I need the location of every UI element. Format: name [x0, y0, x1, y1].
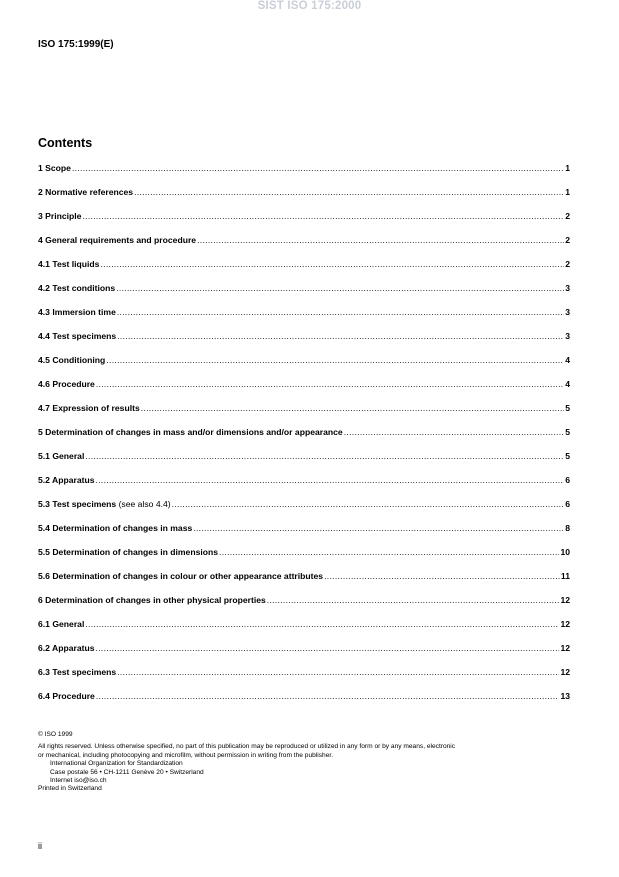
toc-dot-leader: [85, 451, 564, 461]
toc-entry-page: 3: [565, 307, 570, 317]
toc-entry[interactable]: [38, 619, 570, 643]
toc-entry-page: 6: [565, 475, 570, 485]
toc-entry-page: 5: [565, 403, 570, 413]
toc-entry[interactable]: [38, 259, 570, 283]
toc-dot-leader: [85, 619, 559, 629]
toc-entry-page: 10: [560, 547, 570, 557]
toc-dot-leader: [82, 211, 564, 221]
toc-entry-title: 4.5 Conditioning: [38, 355, 106, 365]
toc-entry-page: 8: [565, 523, 570, 533]
document-id: ISO 175:1999(E): [38, 39, 114, 50]
toc-dot-leader: [324, 571, 560, 581]
toc-entry-page: 3: [565, 283, 570, 293]
toc-entry-title: 3 Principle: [38, 211, 82, 221]
toc-entry-title: 6.3 Test specimens: [38, 667, 117, 677]
toc-dot-leader: [116, 283, 564, 293]
toc-entry[interactable]: [38, 523, 570, 547]
toc-entry-page: 5: [565, 451, 570, 461]
toc-entry-page: 2: [565, 211, 570, 221]
toc-dot-leader: [117, 667, 559, 677]
organization-address: Case postale 56 • CH-1211 Genève 20 • Switzerland: [50, 768, 204, 776]
rights-text-line-1: All rights reserved. Unless otherwise specified, no part of this publication may be reproduced or utilized in any form or by any means, electronic: [38, 743, 456, 751]
toc-entry-page: 5: [565, 427, 570, 437]
toc-dot-leader: [267, 595, 560, 605]
toc-entry-title: 5.5 Determination of changes in dimensions: [38, 547, 219, 557]
toc-entry[interactable]: [38, 187, 570, 211]
toc-dot-leader: [134, 187, 564, 197]
toc-entry-page: 1: [565, 163, 570, 173]
table-of-contents: [38, 163, 570, 715]
toc-entry-title: 4.4 Test specimens: [38, 331, 117, 341]
toc-entry-title: 5.3 Test specimens: [38, 499, 117, 509]
toc-entry[interactable]: [38, 307, 570, 331]
toc-entry[interactable]: [38, 475, 570, 499]
toc-entry[interactable]: [38, 595, 570, 619]
printed-in: Printed in Switzerland: [38, 785, 102, 793]
toc-entry-page: 2: [565, 259, 570, 269]
toc-entry-page: 3: [565, 331, 570, 341]
toc-dot-leader: [96, 691, 560, 701]
toc-entry[interactable]: [38, 355, 570, 379]
page-number: ii: [38, 841, 42, 851]
toc-entry[interactable]: [38, 667, 570, 691]
toc-entry-title: 4.2 Test conditions: [38, 283, 116, 293]
toc-dot-leader: [96, 379, 564, 389]
toc-entry[interactable]: [38, 379, 570, 403]
toc-entry-title: 5.2 Apparatus: [38, 475, 95, 485]
watermark: SIST ISO 175:2000: [257, 0, 362, 12]
toc-entry-page: 12: [560, 595, 570, 605]
organization-internet: Internet iso@iso.ch: [50, 777, 107, 785]
toc-entry-page: 12: [560, 619, 570, 629]
toc-dot-leader: [106, 355, 564, 365]
copyright-footer: [38, 731, 578, 794]
copyright-line: © ISO 1999: [38, 731, 73, 738]
toc-entry[interactable]: [38, 571, 570, 595]
toc-entry-title: 4 General requirements and procedure: [38, 235, 197, 245]
toc-entry-title: 5.4 Determination of changes in mass: [38, 523, 193, 533]
toc-entry[interactable]: [38, 403, 570, 427]
toc-entry[interactable]: [38, 451, 570, 475]
toc-entry-page: 6: [565, 499, 570, 509]
toc-entry-title: 6.4 Procedure: [38, 691, 95, 701]
toc-entry-title: 5.1 General: [38, 451, 85, 461]
toc-entry[interactable]: [38, 331, 570, 355]
toc-entry-title: 4.6 Procedure: [38, 379, 95, 389]
toc-entry-note: (see also 4.4): [116, 499, 171, 509]
toc-dot-leader: [96, 475, 565, 485]
toc-dot-leader: [197, 235, 564, 245]
toc-dot-leader: [117, 307, 564, 317]
toc-entry-page: 12: [560, 643, 570, 653]
toc-entry-page: 13: [560, 691, 570, 701]
rights-text-line-2: or mechanical, including photocopying and microfilm, without permission in writing from the publisher.: [38, 751, 334, 759]
toc-entry[interactable]: [38, 691, 570, 715]
toc-dot-leader: [141, 403, 564, 413]
toc-entry-title: 6.2 Apparatus: [38, 643, 95, 653]
toc-entry-page: 11: [560, 571, 570, 581]
toc-entry-page: 12: [560, 667, 570, 677]
toc-entry-title: 5.6 Determination of changes in colour or other appearance attributes: [38, 571, 324, 581]
toc-entry-title: 1 Scope: [38, 163, 71, 173]
toc-entry[interactable]: [38, 547, 570, 571]
organization-name: International Organization for Standardization: [50, 760, 183, 768]
toc-entry-page: 1: [565, 187, 570, 197]
toc-dot-leader: [117, 331, 564, 341]
toc-dot-leader: [172, 499, 565, 509]
toc-entry[interactable]: [38, 499, 570, 523]
toc-entry-page: 4: [565, 355, 570, 365]
toc-entry[interactable]: [38, 427, 570, 451]
toc-entry[interactable]: [38, 163, 570, 187]
toc-entry-title: 2 Normative references: [38, 187, 134, 197]
toc-dot-leader: [96, 643, 560, 653]
toc-entry-title: 4.1 Test liquids: [38, 259, 100, 269]
toc-dot-leader: [100, 259, 564, 269]
contents-heading: Contents: [38, 136, 93, 150]
toc-entry[interactable]: [38, 211, 570, 235]
toc-entry-page: 2: [565, 235, 570, 245]
toc-entry[interactable]: [38, 235, 570, 259]
toc-entry[interactable]: [38, 283, 570, 307]
toc-dot-leader: [344, 427, 565, 437]
toc-entry-title: 4.7 Expression of results: [38, 403, 140, 413]
toc-dot-leader: [193, 523, 564, 533]
toc-entry-title: 5 Determination of changes in mass and/or dimensions and/or appearance: [38, 427, 343, 437]
toc-entry-page: 4: [565, 379, 570, 389]
toc-dot-leader: [72, 163, 564, 173]
toc-entry-title: 6 Determination of changes in other physical properties: [38, 595, 266, 605]
toc-dot-leader: [219, 547, 559, 557]
toc-entry-title: 4.3 Immersion time: [38, 307, 116, 317]
toc-entry[interactable]: [38, 643, 570, 667]
toc-entry-title: 6.1 General: [38, 619, 85, 629]
